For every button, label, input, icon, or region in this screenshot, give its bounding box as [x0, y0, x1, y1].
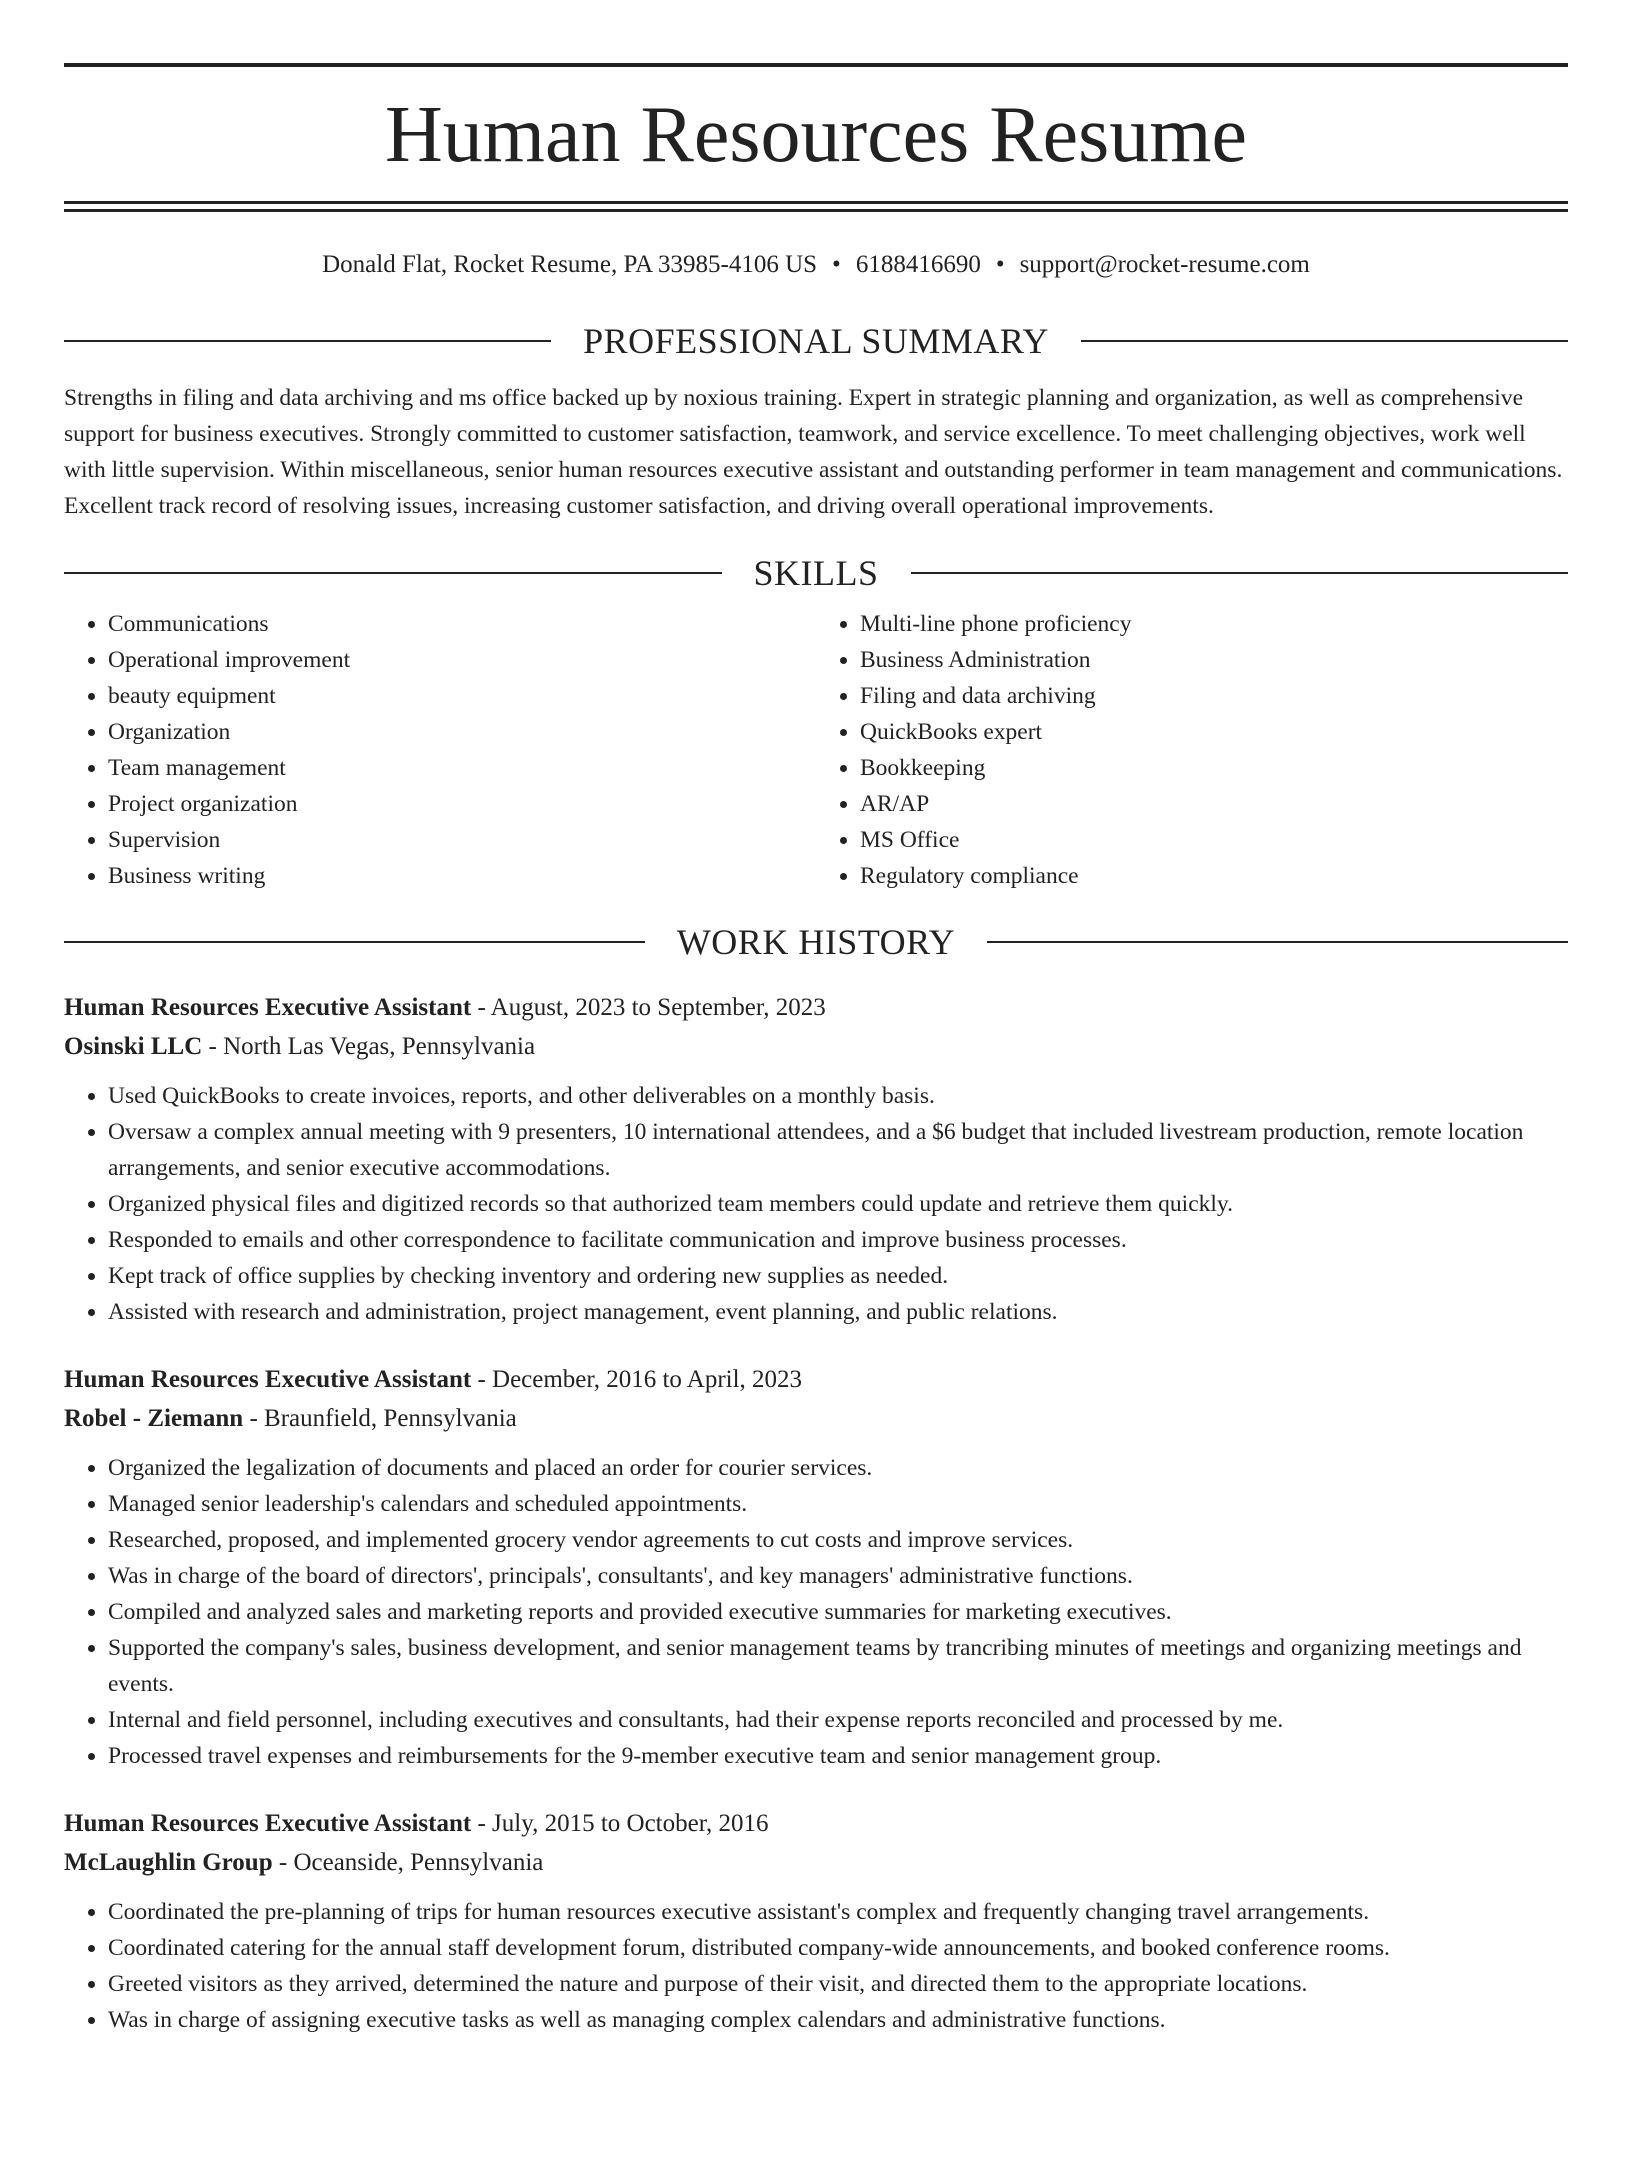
divider-line: [987, 941, 1568, 943]
job-company: Robel - Ziemann: [64, 1404, 244, 1432]
job-dates: - December, 2016 to April, 2023: [471, 1365, 803, 1393]
job-bullet: • Coordinated the pre-planning of trips for human resources executive assistant's complex and frequently changing travel arrangements.: [108, 1894, 1568, 1930]
skill-item: • Business writing: [108, 858, 816, 894]
job-title-line: [64, 1360, 1568, 1399]
job-title: Human Resources Executive Assistant: [64, 1809, 472, 1837]
job-company: McLaughlin Group: [64, 1848, 273, 1876]
summary-text: Strengths in filing and data archiving and ms office backed up by noxious training. Expert in strategic planning and organization, as well as comprehensive support for business executives. Strongly committed to customer satisfaction, teamwork, and service excellence. To meet challenging objectives, work well with little supervision. Within miscellaneous, senior human resources executive assistant and outstanding performer in team management and communications. Excellent track record of resolving issues, increasing customer satisfaction, and driving overall operational improvements.: [64, 385, 1563, 519]
divider-line: [64, 941, 645, 943]
job-bullet: • Internal and field personnel, including executives and consultants, had their expense reports reconciled and processed by me.: [108, 1702, 1568, 1738]
job-bullet: • Researched, proposed, and implemented grocery vendor agreements to cut costs and improve services.: [108, 1522, 1568, 1558]
job-company-line: [64, 1027, 1568, 1066]
job-entry: [64, 988, 1568, 1330]
skill-item: • AR/AP: [860, 786, 1568, 822]
contact-separator: •: [995, 251, 1005, 278]
work-heading: WORK HISTORY: [676, 921, 956, 962]
job-company-line: [64, 1399, 1568, 1438]
job-bullet: • Responded to emails and other correspondence to facilitate communication and improve business processes.: [108, 1222, 1568, 1258]
job-location: - North Las Vegas, Pennsylvania: [202, 1032, 536, 1060]
resume-page: [0, 63, 1632, 2175]
contact-address: Donald Flat, Rocket Resume, PA 33985-4106 US: [322, 251, 818, 278]
job-company-line: [64, 1843, 1568, 1882]
contact-line: [64, 245, 1568, 285]
job-bullet: • Assisted with research and administration, project management, event planning, and public relations.: [108, 1294, 1568, 1330]
job-title-line: [64, 1804, 1568, 1843]
job-bullets: [64, 1894, 1568, 2038]
skills-section-header: [64, 548, 1568, 598]
job-bullet: • Oversaw a complex annual meeting with 9 presenters, 10 international attendees, and a $6 budget that included livestream production, remote location arrangements, and senior executive accommodations.: [108, 1114, 1568, 1186]
contact-email: support@rocket-resume.com: [1019, 251, 1310, 278]
divider-line: [911, 572, 1569, 574]
job-bullets: [64, 1078, 1568, 1330]
job-title: Human Resources Executive Assistant: [64, 1365, 472, 1393]
divider-line: [64, 572, 722, 574]
job-location: - Braunfield, Pennsylvania: [243, 1404, 517, 1432]
job-company: Osinski LLC: [64, 1032, 203, 1060]
divider-line: [1081, 340, 1568, 342]
skills-columns: [64, 606, 1568, 894]
skill-item: • Bookkeeping: [860, 750, 1568, 786]
divider-line: [64, 340, 551, 342]
job-bullet: • Coordinated catering for the annual staff development forum, distributed company-wide announcements, and booked conference rooms.: [108, 1930, 1568, 1966]
skills-heading: SKILLS: [753, 552, 879, 593]
skill-item: • MS Office: [860, 822, 1568, 858]
job-bullet: • Supported the company's sales, business development, and senior management teams by trancribing minutes of meetings and organizing meetings and events.: [108, 1630, 1568, 1702]
skill-item: • Regulatory compliance: [860, 858, 1568, 894]
job-bullet: • Managed senior leadership's calendars and scheduled appointments.: [108, 1486, 1568, 1522]
skills-list-left: [64, 606, 816, 894]
contact-separator: •: [832, 251, 841, 278]
job-bullet: • Was in charge of the board of directors', principals', consultants', and key managers' administrative functions.: [108, 1558, 1568, 1594]
job-dates: - August, 2023 to September, 2023: [471, 993, 826, 1021]
job-bullet: • Organized physical files and digitized records so that authorized team members could update and retrieve them quickly.: [108, 1186, 1568, 1222]
skill-item: • Filing and data archiving: [860, 678, 1568, 714]
skill-item: • Project organization: [108, 786, 816, 822]
skill-item: • Supervision: [108, 822, 816, 858]
contact-phone: 6188416690: [855, 251, 981, 278]
skill-item: • Operational improvement: [108, 642, 816, 678]
job-bullet: • Processed travel expenses and reimbursements for the 9-member executive team and senior management group.: [108, 1738, 1568, 1774]
title-double-rule: [64, 201, 1568, 212]
job-bullets: [64, 1450, 1568, 1774]
job-entry: [64, 1804, 1568, 2038]
skill-item: • Team management: [108, 750, 816, 786]
job-bullet: • Compiled and analyzed sales and marketing reports and provided executive summaries for marketing executives.: [108, 1594, 1568, 1630]
skills-list-right: [816, 606, 1568, 894]
job-location: - Oceanside, Pennsylvania: [272, 1848, 544, 1876]
skill-item: • Organization: [108, 714, 816, 750]
job-bullet: • Organized the legalization of documents and placed an order for courier services.: [108, 1450, 1568, 1486]
summary-section-header: [64, 316, 1568, 366]
job-dates: - July, 2015 to October, 2016: [471, 1809, 769, 1837]
job-entry: [64, 1360, 1568, 1774]
skill-item: • Communications: [108, 606, 816, 642]
skill-item: • beauty equipment: [108, 678, 816, 714]
job-bullet: • Kept track of office supplies by checking inventory and ordering new supplies as needed.: [108, 1258, 1568, 1294]
summary-heading: PROFESSIONAL SUMMARY: [583, 321, 1049, 361]
job-title: Human Resources Executive Assistant: [64, 993, 472, 1021]
skill-item: • Business Administration: [860, 642, 1568, 678]
job-bullet: • Greeted visitors as they arrived, determined the nature and purpose of their visit, and directed them to the appropriate locations.: [108, 1966, 1568, 2002]
job-bullet: • Was in charge of assigning executive tasks as well as managing complex calendars and administrative functions.: [108, 2002, 1568, 2038]
resume-title: Human Resources Resume: [384, 91, 1248, 179]
job-title-line: [64, 988, 1568, 1027]
work-section-header: [64, 917, 1568, 967]
skill-item: • QuickBooks expert: [860, 714, 1568, 750]
skill-item: • Multi-line phone proficiency: [860, 606, 1568, 642]
job-bullet: • Used QuickBooks to create invoices, reports, and other deliverables on a monthly basis.: [108, 1078, 1568, 1114]
